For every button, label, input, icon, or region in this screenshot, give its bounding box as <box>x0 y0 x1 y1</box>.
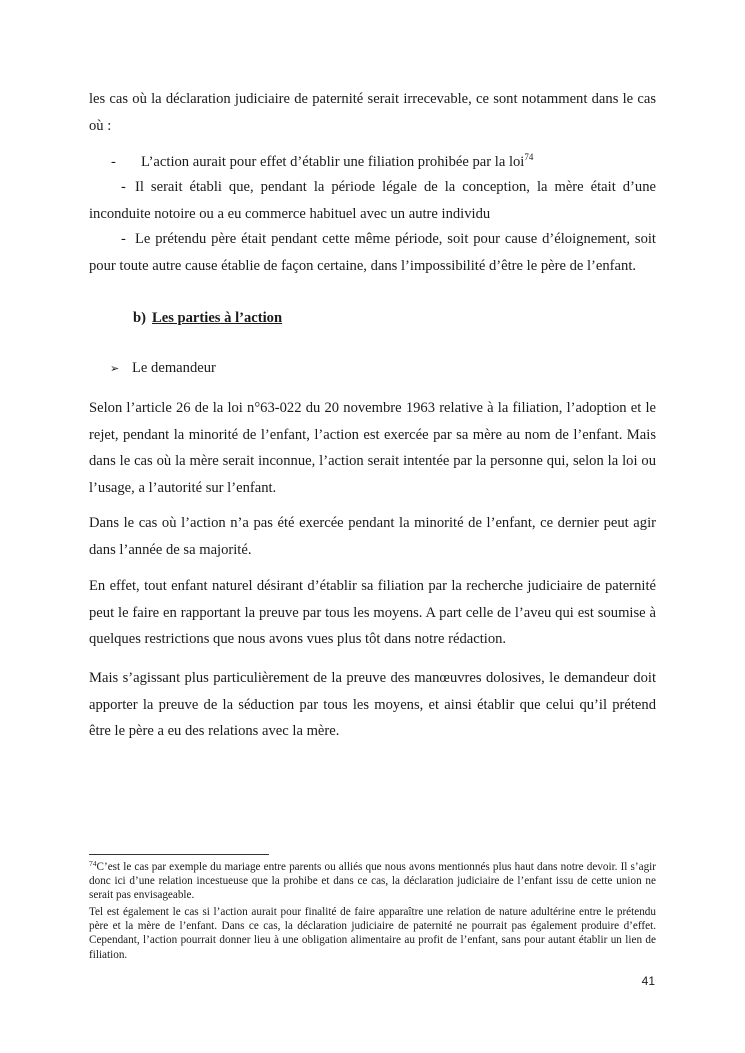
list-item <box>89 174 656 227</box>
body-paragraph: Mais s’agissant plus particulièrement de la preuve des manœuvres dolosives, le demandeur doit apporter la preuve de la séduction par tous les moyens, et ainsi établir que celui qu’il prétend être le père a eu des relations avec la mère. <box>89 670 656 739</box>
body-paragraph: Dans le cas où l’action n’a pas été exercée pendant la minorité de l’enfant, ce dernier peut agir dans l’année de sa majorité. <box>89 515 656 558</box>
body-paragraph: En effet, tout enfant naturel désirant d’établir sa filiation par la recherche judiciaire de paternité peut le faire en rapportant la preuve par tous les moyens. A part celle de l’aveu qui est soumise à quelques restrictions que nous avons vues plus tôt dans notre rédaction. <box>89 578 656 647</box>
intro-paragraph: les cas où la déclaration judiciaire de paternité serait irrecevable, ce sont notamment dans le cas où : <box>89 91 656 134</box>
section-title: Les parties à l’action <box>151 310 283 326</box>
list-item-text: Le prétendu père était pendant cette même période, soit pour cause d’éloignement, soit pour toute autre cause établie de façon certaine, dans l’impossibilité d’être le père de l’enfant. <box>89 231 656 274</box>
subsection-heading <box>110 355 216 382</box>
dash-marker: - <box>111 154 116 170</box>
list-item-text: L’action aurait pour effet d’établir une filiation prohibée par la loi <box>141 154 525 170</box>
dash-marker: - <box>121 231 126 247</box>
dash-marker: - <box>121 179 126 195</box>
section-heading <box>133 305 282 331</box>
section-label: b) <box>133 310 146 326</box>
arrow-bullet-icon: ➢ <box>110 362 120 375</box>
footnote-text: C’est le cas par exemple du mariage entre parents ou alliés que nous avons mentionnés plus haut dans notre devoir. Il s’agir donc ici d’une relation incestueuse que la prohibe et dans ce cas, la déclaration judiciaire de l’enfant issu de cette union ne serait pas envisageable. <box>89 861 656 902</box>
footnote <box>89 860 656 903</box>
footnote-number: 74 <box>89 859 97 868</box>
footnote-reference[interactable]: 74 <box>524 152 534 162</box>
footnote-separator <box>89 854 269 855</box>
footnote-continuation: Tel est également le cas si l’action aurait pour finalité de faire apparaître une relation de nature adultérine entre le prétendu père et la mère de l’enfant. Dans ce cas, la déclaration judiciaire de paternité ne pourrait pas également produire d’effet. Cependant, l’action pourrait donner lieu à une obligation alimentaire au profit de l’enfant, sans pour autant établir un lien de filiation. <box>89 906 656 961</box>
subsection-title: Le demandeur <box>132 360 216 376</box>
list-item-text: Il serait établi que, pendant la période légale de la conception, la mère était d’une inconduite notoire ou a eu commerce habituel avec un autre individu <box>89 179 656 222</box>
page-number: 41 <box>641 974 655 988</box>
list-item <box>89 226 656 279</box>
body-paragraph: Selon l’article 26 de la loi n°63-022 du 20 novembre 1963 relative à la filiation, l’adoption et le rejet, pendant la minorité de l’enfant, l’action est exercée par sa mère au nom de l’enfant. Mais dans le cas où la mère serait inconnue, l’action serait intentée par la personne qui, selon la loi ou l’usage, a l’autorité sur l’enfant. <box>89 400 656 496</box>
list-item <box>111 149 533 176</box>
